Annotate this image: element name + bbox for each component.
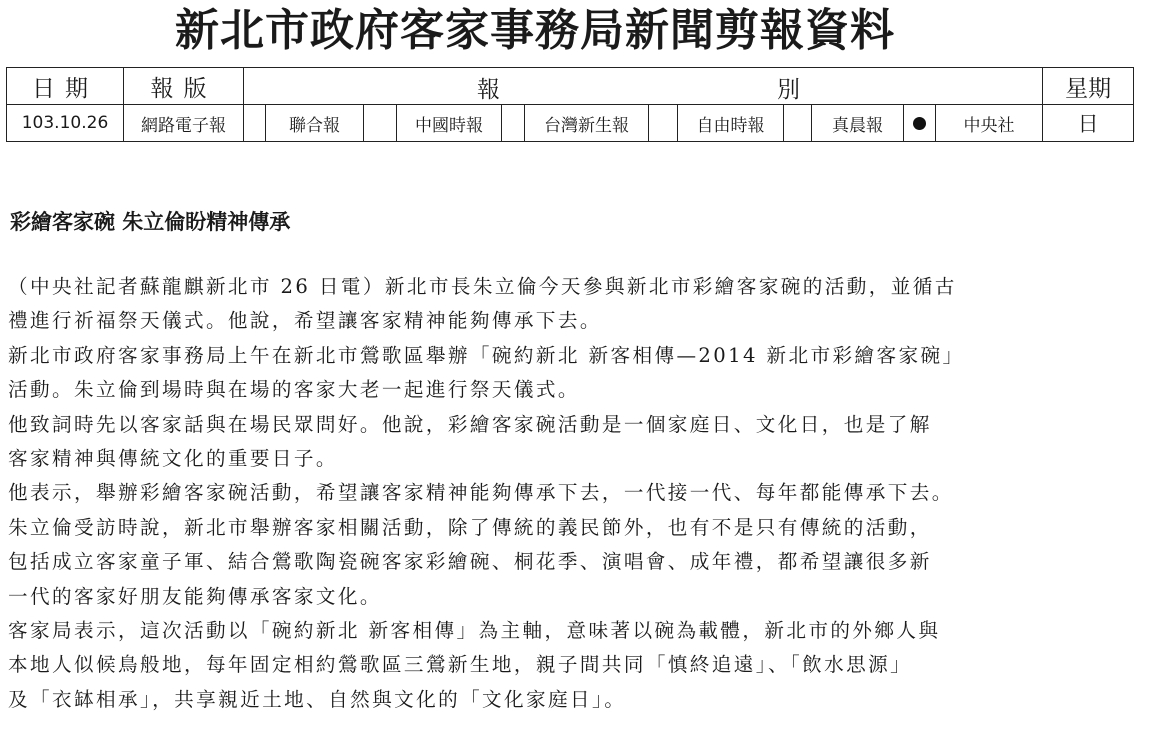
- article-line: 客家局表示，這次活動以「碗約新北 新客相傳」為主軸，意味著以碗為載體，新北市的外鄉人與: [8, 618, 941, 642]
- article-line: 活動。朱立倫到場時與在場的客家大老一起進行祭天儀式。: [8, 378, 580, 402]
- edition-value: 網路電子報: [124, 105, 244, 142]
- paper-name-cell: 中央社: [936, 105, 1043, 142]
- newspaper-header-char-2: 別: [777, 77, 800, 103]
- paper-mark-cell: [244, 105, 266, 142]
- date-value: 103.10.26: [7, 105, 124, 142]
- paper-name-cell: 中國時報: [397, 105, 502, 142]
- paper-name-cell: 自由時報: [678, 105, 784, 142]
- paper-name-cell: 台灣新生報: [525, 105, 649, 142]
- paper-mark-cell-selected: [904, 105, 936, 142]
- newspaper-header: [244, 68, 1043, 105]
- article-line: 他表示，舉辦彩繪客家碗活動，希望讓客家精神能夠傳承下去，一代接一代、每年都能傳承下去。: [8, 481, 954, 505]
- article-line: 本地人似候鳥般地，每年固定相約鶯歌區三鶯新生地，親子間共同「慎終追遠」、「飲水思源」: [8, 653, 913, 677]
- article-body: [8, 270, 1164, 717]
- edition-header: 報版: [124, 68, 244, 105]
- page-title: 新北市政府客家事務局新聞剪報資料: [175, 5, 895, 56]
- article-line: 朱立倫受訪時說，新北市舉辦客家相關活動，除了傳統的義民節外，也有不是只有傳統的活動，: [8, 515, 932, 539]
- article-line: 客家精神與傳統文化的重要日子。: [8, 446, 338, 470]
- paper-mark-cell: [364, 105, 397, 142]
- paper-mark-cell: [649, 105, 678, 142]
- weekday-value: 日: [1043, 105, 1134, 142]
- paper-mark-cell: [784, 105, 812, 142]
- weekday-header: 星期: [1043, 68, 1134, 105]
- selected-dot-icon: [913, 117, 926, 130]
- article-line: 一代的客家好朋友能夠傳承客家文化。: [8, 584, 382, 608]
- article-line: （中央社記者蘇龍麒新北市 26 日電）新北市長朱立倫今天參與新北市彩繪客家碗的活動，並循古: [8, 275, 957, 298]
- date-header: 日期: [7, 68, 124, 105]
- paper-mark-cell: [502, 105, 525, 142]
- clipping-info-table: [6, 67, 1134, 142]
- newspaper-header-char-1: 報: [477, 77, 500, 103]
- article-line: 包括成立客家童子軍、結合鶯歌陶瓷碗客家彩繪碗、桐花季、演唱會、成年禮，都希望讓很多新: [8, 550, 932, 574]
- article-line: 禮進行祈福祭天儀式。他說，希望讓客家精神能夠傳承下去。: [8, 309, 602, 333]
- article-headline: 彩繪客家碗 朱立倫盼精神傳承: [10, 210, 291, 234]
- paper-name-cell: 聯合報: [266, 105, 364, 142]
- article-line: 新北市政府客家事務局上午在新北市鶯歌區舉辦「碗約新北 新客相傳—2014 新北市彩繪客家碗」: [8, 343, 965, 367]
- article-line: 及「衣缽相承」，共享親近土地、自然與文化的「文化家庭日」。: [8, 687, 627, 711]
- paper-name-cell: 真晨報: [812, 105, 904, 142]
- article-line: 他致詞時先以客家話與在場民眾問好。他說，彩繪客家碗活動是一個家庭日、文化日，也是了解: [8, 412, 932, 436]
